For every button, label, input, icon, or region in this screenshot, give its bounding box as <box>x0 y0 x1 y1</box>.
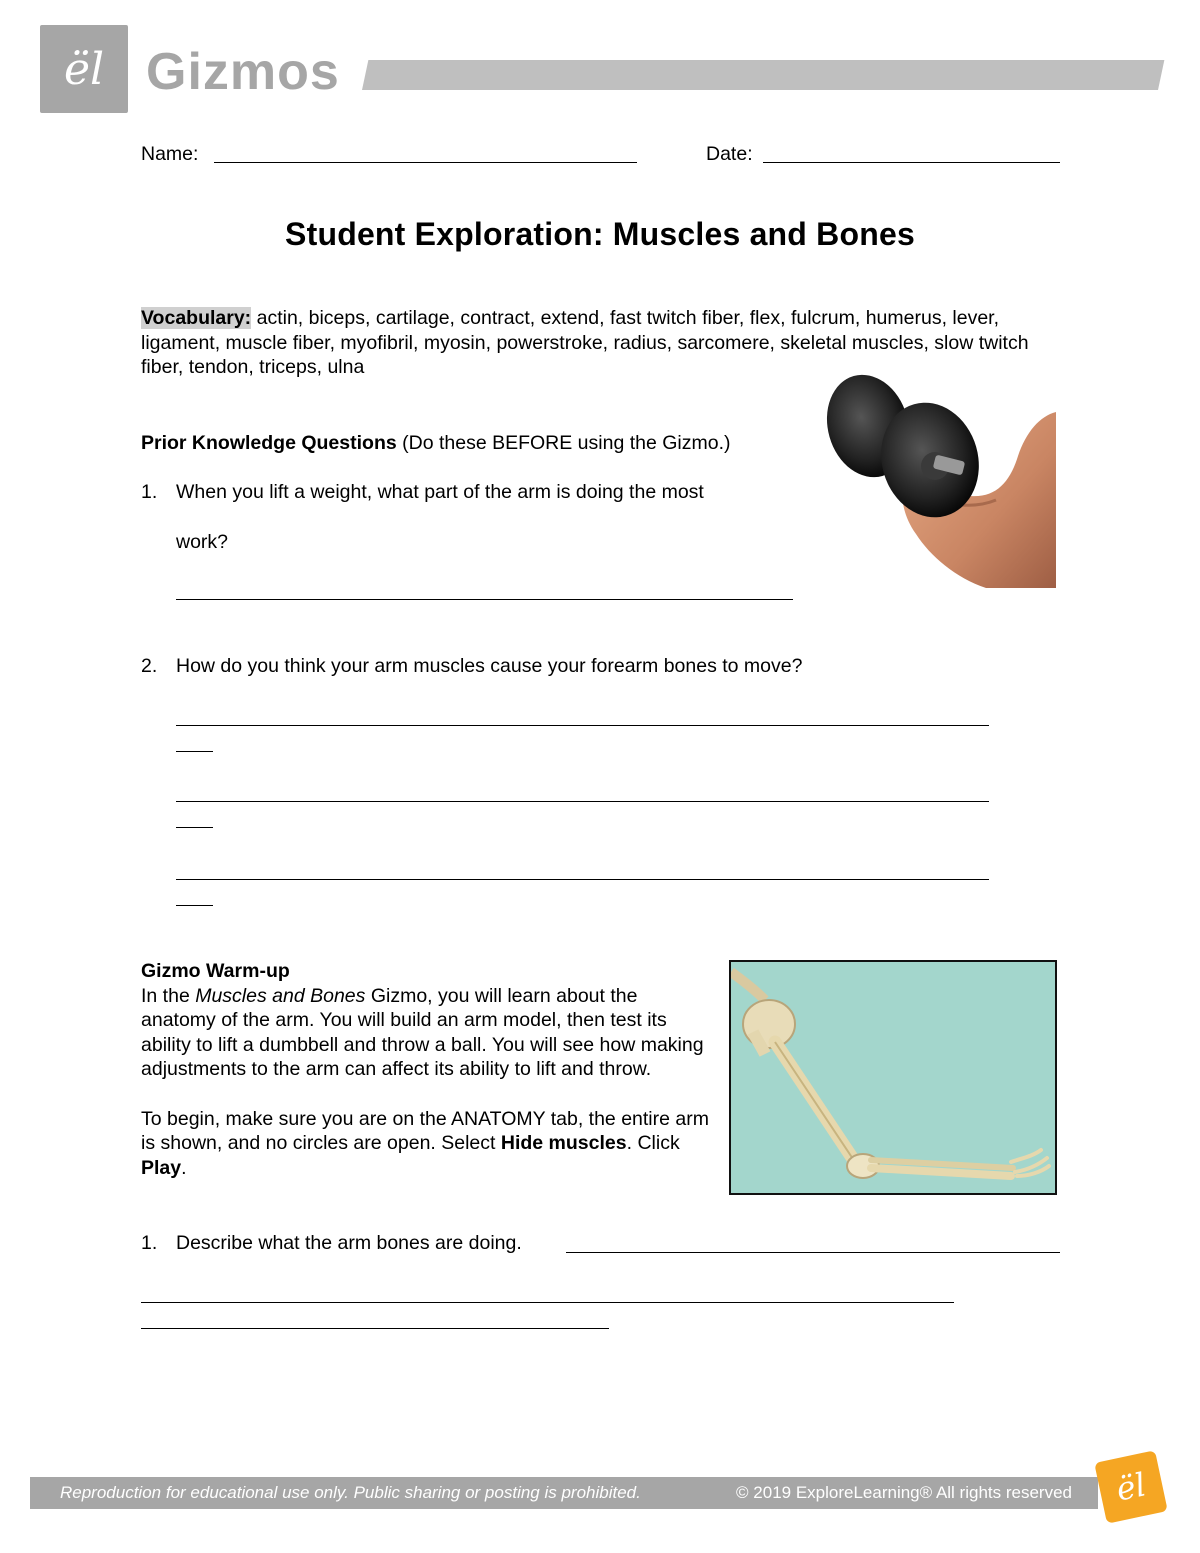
warmup-question-1-number: 1. <box>141 1232 158 1254</box>
gizmos-logo <box>40 25 128 113</box>
warmup-p1-suffix: Gizmo, you will learn about the anatomy of the arm. You will build an arm model, then test its ability to lift a dumbbell and throw a ball. You will see how making adjustments to the arm can affect its ability to lift and throw. <box>141 984 704 1081</box>
warmup-question-1-text: Describe what the arm bones are doing. <box>176 1232 522 1254</box>
warmup-answer-line-1[interactable] <box>566 1252 1060 1253</box>
page-title: Student Exploration: Muscles and Bones <box>285 216 915 252</box>
answer-line-2a-tail[interactable] <box>176 751 213 752</box>
answer-line-2c[interactable] <box>176 879 989 880</box>
warmup-answer-line-3[interactable] <box>141 1328 609 1329</box>
footer-disclaimer: Reproduction for educational use only. Public sharing or posting is prohibited. <box>60 1483 641 1502</box>
vocabulary-terms: actin, biceps, cartilage, contract, extend, fast twitch fiber, flex, fulcrum, humerus, lever, ligament, muscle fiber, myofibril, myosin, powerstroke, radius, sarcomere, skeletal muscles, slow twitch fiber, tendon, triceps, ulna <box>141 307 1029 379</box>
brand-name: Gizmos <box>146 43 340 101</box>
answer-line-2b[interactable] <box>176 801 989 802</box>
question-1-number: 1. <box>141 481 158 503</box>
hide-muscles-label: Hide muscles <box>500 1132 627 1155</box>
warmup-p2-prefix: To begin, make sure you are on the ANATOMY tab, the entire arm is shown, and no circles are open. Select <box>141 1107 709 1155</box>
explorelearning-logo <box>1094 1450 1168 1524</box>
question-2-number: 2. <box>141 655 158 677</box>
dumbbell-arm-illustration <box>820 372 1060 594</box>
hand-bones <box>1011 1150 1049 1176</box>
warmup-heading: Gizmo Warm-up <box>141 960 290 982</box>
scapula-edge <box>731 972 765 1000</box>
logo-mark: ël <box>63 43 105 95</box>
question-1-text: When you lift a weight, what part of the arm is doing the most <box>176 481 704 503</box>
date-field[interactable] <box>763 162 1060 163</box>
humerus-shading <box>775 1042 855 1162</box>
warmup-answer-line-2[interactable] <box>141 1302 954 1303</box>
answer-line-1[interactable] <box>176 599 793 600</box>
prior-knowledge-heading: Prior Knowledge Questions <box>141 432 397 454</box>
footer-logo-mark: ël <box>1112 1465 1150 1509</box>
answer-line-2c-tail[interactable] <box>176 905 213 906</box>
question-2-text: How do you think your arm muscles cause your forearm bones to move? <box>176 655 803 677</box>
arm-bones-illustration <box>729 960 1057 1195</box>
date-label: Date: <box>706 143 753 165</box>
question-1-text-cont: work? <box>176 531 229 553</box>
warmup-section <box>141 959 711 1180</box>
answer-line-2b-tail[interactable] <box>176 827 213 828</box>
header-bar <box>362 60 1164 90</box>
arm-bones-svg <box>731 962 1055 1193</box>
play-label: Play <box>141 1156 182 1179</box>
vocabulary <box>141 306 1041 380</box>
footer-copyright: © 2019 ExploreLearning® All rights reserved <box>736 1483 1072 1502</box>
warmup-paragraph-2 <box>141 1107 711 1181</box>
answer-line-2a[interactable] <box>176 725 989 726</box>
prior-knowledge-heading-row <box>141 431 731 456</box>
vocabulary-label: Vocabulary: <box>141 307 252 329</box>
warmup-p1-prefix: In the <box>141 984 196 1007</box>
footer-bar <box>30 1477 1098 1509</box>
prior-knowledge-note: (Do these BEFORE using the Gizmo.) <box>402 432 731 454</box>
name-label: Name: <box>141 143 199 165</box>
name-field[interactable] <box>214 162 637 163</box>
warmup-paragraph-1 <box>141 984 711 1082</box>
gizmo-name: Muscles and Bones <box>195 984 366 1007</box>
warmup-p2-end: . <box>181 1156 187 1179</box>
warmup-p2-mid: . Click <box>626 1132 680 1155</box>
